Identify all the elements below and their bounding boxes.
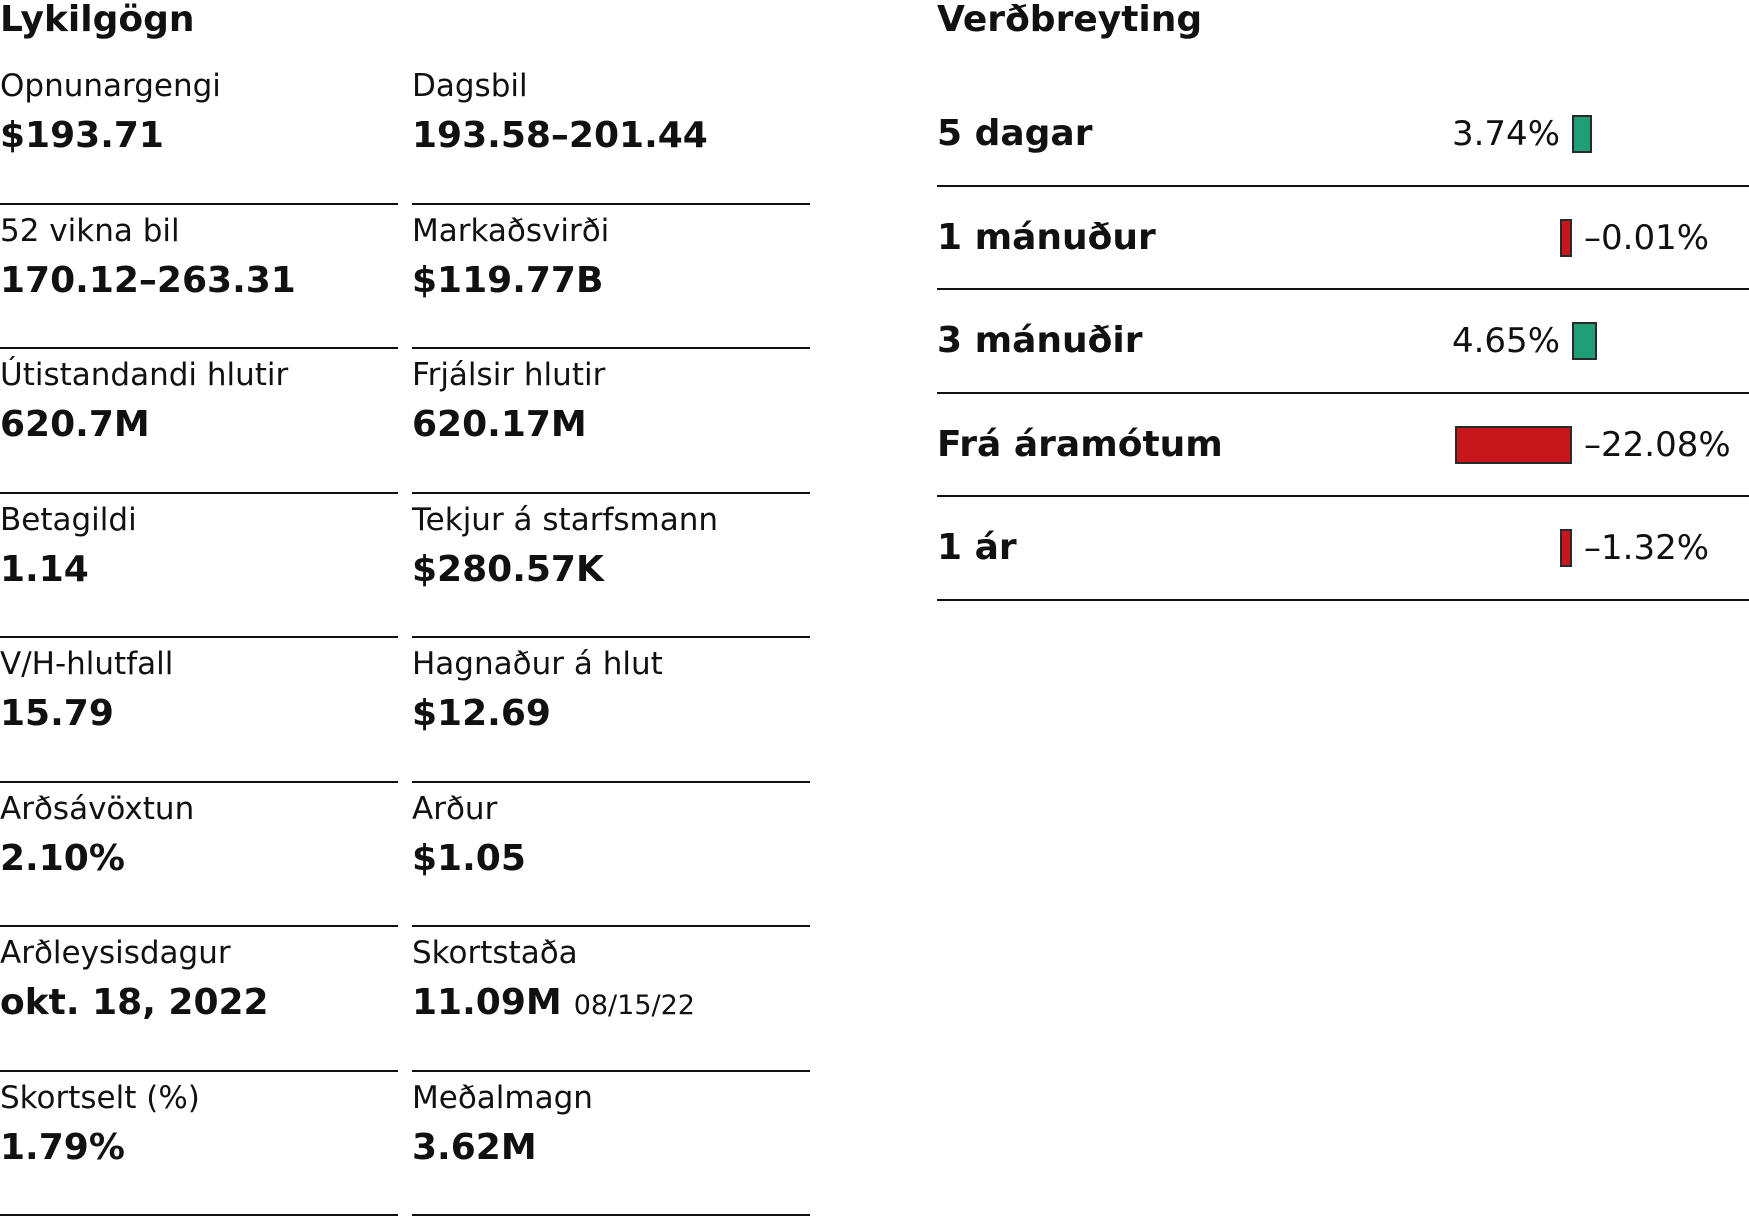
key-data-label: Betagildi [0, 502, 137, 538]
key-data-value [0, 260, 296, 302]
key-data-cell [412, 60, 810, 205]
performance-value: 3.74% [1452, 113, 1560, 155]
key-data-label: Frjálsir hlutir [412, 357, 605, 393]
performance-row [937, 394, 1749, 498]
key-data-value [412, 260, 603, 302]
key-data-label: Skortselt (%) [0, 1080, 200, 1116]
key-data-value [0, 693, 114, 735]
key-data-value [412, 115, 708, 157]
key-data-value-text: $193.71 [0, 115, 164, 156]
performance-row [937, 290, 1749, 394]
key-data-cell [0, 1072, 398, 1216]
performance-value: –0.01% [1584, 217, 1709, 259]
key-data-label: Dagsbil [412, 68, 528, 104]
key-data-cell [412, 638, 810, 783]
key-data-value-text: 1.14 [0, 549, 89, 590]
key-data-value-text: 3.62M [412, 1127, 537, 1168]
key-data-label: Tekjur á starfsmann [412, 502, 718, 538]
key-data-cell [0, 638, 398, 783]
key-data-value-text: 170.12–263.31 [0, 260, 296, 301]
key-data-value [412, 693, 551, 735]
key-data-label: Markaðsvirði [412, 213, 609, 249]
key-data-cell [412, 1072, 810, 1216]
performance-period-label: 1 mánuður [937, 217, 1156, 259]
performance-row [937, 83, 1749, 187]
key-data-label: Meðalmagn [412, 1080, 593, 1116]
key-data-cell [412, 783, 810, 928]
performance-row [937, 187, 1749, 291]
key-data-value-text: 620.7M [0, 404, 150, 445]
key-data-value [0, 982, 269, 1024]
performance-period-label: 5 dagar [937, 113, 1092, 155]
key-data-cell [0, 927, 398, 1072]
key-data-value [0, 838, 125, 880]
key-data-cell [0, 783, 398, 928]
performance-period-label: Frá áramótum [937, 424, 1223, 466]
performance-row [937, 497, 1749, 601]
key-data-value [412, 982, 695, 1027]
key-data-label: Arður [412, 791, 497, 827]
key-data-label: Hagnaður á hlut [412, 646, 663, 682]
key-data-cell [0, 60, 398, 205]
key-data-value-text: 193.58–201.44 [412, 115, 708, 156]
key-data-value [412, 838, 526, 880]
key-data-value-text: 2.10% [0, 838, 125, 879]
performance-value: 4.65% [1452, 320, 1560, 362]
key-data-cell [0, 349, 398, 494]
performance-bar-negative [1560, 219, 1572, 257]
key-data-value-text: okt. 18, 2022 [0, 982, 269, 1023]
key-data-label: Skortstaða [412, 935, 578, 971]
key-data-label: V/H-hlutfall [0, 646, 173, 682]
key-data-value-text: $119.77B [412, 260, 603, 301]
performance-list [937, 83, 1749, 601]
key-data-value [412, 1127, 537, 1169]
key-data-cell [412, 494, 810, 639]
key-data-label: Útistandandi hlutir [0, 357, 288, 393]
key-data-value-text: 15.79 [0, 693, 114, 734]
key-data-cell [0, 494, 398, 639]
key-data-value-text: $280.57K [412, 549, 604, 590]
performance-period-label: 1 ár [937, 527, 1017, 569]
key-data-label: 52 vikna bil [0, 213, 180, 249]
performance-value: –1.32% [1584, 527, 1709, 569]
performance-period-label: 3 mánuðir [937, 320, 1142, 362]
key-data-value [0, 404, 150, 446]
key-data-cell [0, 205, 398, 350]
performance-bar-negative [1455, 426, 1572, 464]
key-data-label: Arðleysisdagur [0, 935, 231, 971]
key-data-value [0, 549, 89, 591]
performance-value: –22.08% [1584, 424, 1731, 466]
performance-bar-positive [1572, 322, 1597, 360]
key-data-value-text: $1.05 [412, 838, 526, 879]
key-data-value [0, 115, 164, 157]
key-data-value-text: 1.79% [0, 1127, 125, 1168]
key-data-value-text: 11.09M [412, 982, 562, 1023]
key-data-value-text: $12.69 [412, 693, 551, 734]
key-data-label: Opnunargengi [0, 68, 221, 104]
key-data-value [412, 404, 587, 446]
key-data-value-text: 620.17M [412, 404, 587, 445]
key-data-cell [412, 927, 810, 1072]
performance-title: Verðbreyting [937, 0, 1202, 40]
key-data-cell [412, 349, 810, 494]
performance-bar-negative [1560, 529, 1572, 567]
key-data-grid [0, 60, 812, 1216]
key-data-label: Arðsávöxtun [0, 791, 194, 827]
key-data-date-note: 08/15/22 [574, 990, 695, 1021]
key-data-value [0, 1127, 125, 1169]
performance-bar-positive [1572, 115, 1592, 153]
key-data-cell [412, 205, 810, 350]
key-data-title: Lykilgögn [0, 0, 194, 40]
key-data-value [412, 549, 604, 591]
